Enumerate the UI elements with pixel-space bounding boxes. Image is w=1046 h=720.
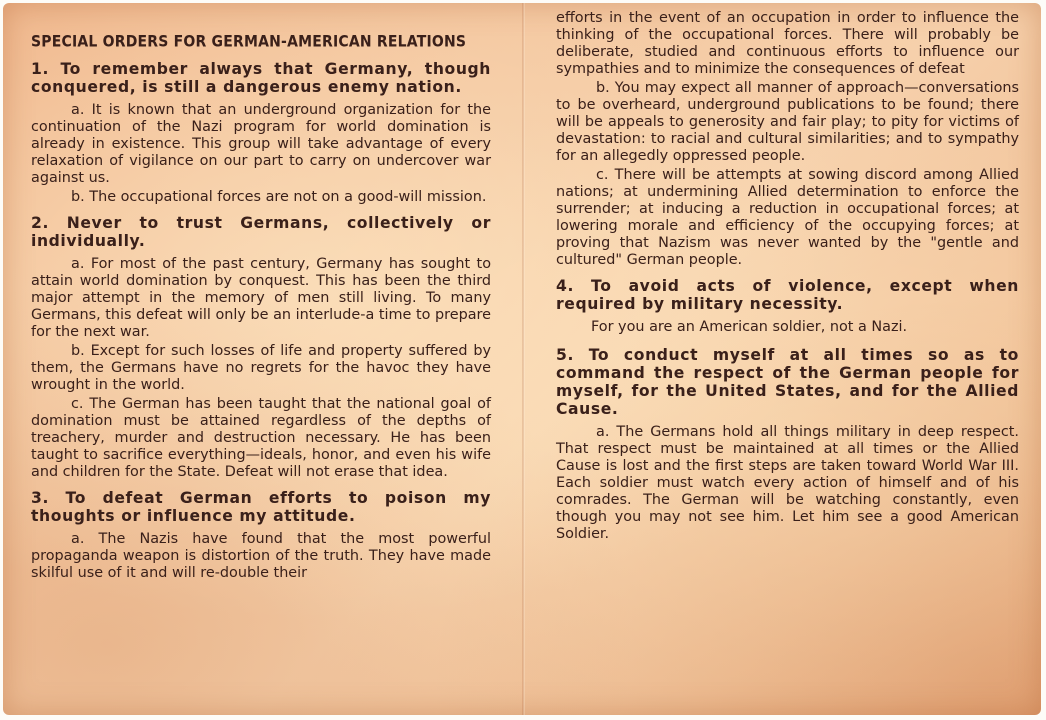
section-heading: 1. To remember always that Germany, though conquered, is still a dangerous enemy nation. (31, 60, 491, 96)
right-page (556, 10, 1019, 545)
section-heading: 3. To defeat German efforts to poison my thoughts or influence my attitude. (31, 489, 491, 525)
left-page (31, 33, 491, 584)
section-heading: 4. To avoid acts of violence, except when required by military necessity. (556, 277, 1019, 313)
section-heading: 2. Never to trust Germans, collectively or individually. (31, 214, 491, 250)
paragraph: a. The Nazis have found that the most powerful propaganda weapon is distortion of the truth. They have made skilful use of it and will re-double their (31, 531, 491, 581)
section-heading: 5. To conduct myself at all times so as to command the respect of the German people for myself, for the United States, and for the Allied Cause. (556, 346, 1019, 418)
paragraph: a. For most of the past century, Germany has sought to attain world domination by conquest. This has been the third major attempt in the memory of men still living. To many Germans, this defeat will only be an interlude-a time to prepare for the next war. (31, 256, 491, 340)
paragraph: c. There will be attempts at sowing discord among Allied nations; at undermining Allied determination to enforce the surrender; at inducing a reduction in occupational forces; at lowering morale and efficiency of the occupying forces; at proving that Nazism was never wanted by the "gentle and cultured" German people. (556, 167, 1019, 268)
document-title: SPECIAL ORDERS FOR GERMAN-AMERICAN RELATIONS (31, 33, 467, 51)
paragraph: b. The occupational forces are not on a good-will mission. (71, 189, 487, 205)
paragraph: b. You may expect all manner of approach—conversations to be overheard, underground publications to be found; there will be appeals to generosity and fair play; to pity for victims of devastation: to racial and cultural similarities; and to sympathy for an allegedly oppressed people. (556, 80, 1019, 164)
paragraph: a. The Germans hold all things military in deep respect. That respect must be maintained at all times or the Allied Cause is lost and the first steps are taken toward World War III. Each soldier must watch every action of himself and of his comrades. The German will be watching constantly, even though you may not see him. Let him see a good American Soldier. (556, 424, 1019, 542)
page-fold (522, 3, 525, 715)
paragraph: c. The German has been taught that the national goal of domination must be attained regardless of the depths of treachery, murder and destruction necessary. He has been taught to sacrifice everything—ideals, honor, and even his wife and children for the State. Defeat will not erase that idea. (31, 396, 491, 480)
paragraph-continued: efforts in the event of an occupation in order to influence the thinking of the occupational forces. There will probably be deliberate, studied and continuous efforts to influence our sympathies and to minimize the consequences of defeat (556, 10, 1019, 77)
paragraph: For you are an American soldier, not a Nazi. (591, 319, 908, 335)
document-card (3, 3, 1041, 715)
paragraph: a. It is known that an underground organization for the continuation of the Nazi program for world domination is already in existence. This group will take advantage of every relaxation of vigilance on our part to carry on undercover war against us. (31, 102, 491, 186)
left-page-body (31, 60, 491, 582)
paragraph: b. Except for such losses of life and property suffered by them, the Germans have no regrets for the havoc they have wrought in the world. (31, 343, 491, 393)
right-page-body (556, 10, 1019, 543)
